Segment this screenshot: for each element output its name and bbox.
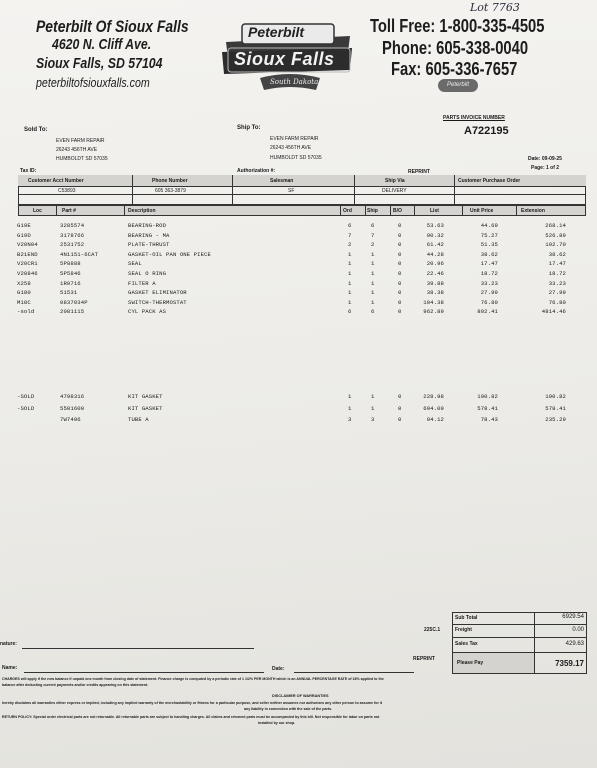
- logo-text-main: Sioux Falls: [234, 49, 335, 69]
- item-loc: -SOLD: [17, 393, 35, 400]
- item-part-number: 3178766: [60, 231, 85, 239]
- items-header-part: Part #: [62, 208, 76, 214]
- item-loc: -sold: [17, 308, 35, 316]
- item-bo: 0: [398, 404, 402, 412]
- item-loc: V20N04: [17, 241, 38, 249]
- items-header-unit-price: Unit Price: [470, 208, 494, 214]
- sold-to-line3: HUMBOLDT SD 57035: [56, 156, 108, 162]
- info-value-ship-via: DELIVERY: [382, 188, 407, 194]
- item-list-price: 61.42: [426, 241, 444, 249]
- info-value-salesman: SF: [288, 188, 295, 194]
- item-ord: 1: [348, 393, 352, 400]
- item-ship: 1: [371, 298, 375, 306]
- item-loc: V20846: [17, 270, 38, 277]
- item-bo: 0: [398, 393, 402, 400]
- item-description: SEAL: [128, 260, 142, 268]
- item-loc: G19D: [17, 231, 31, 239]
- item-list-price: 228.98: [423, 393, 444, 400]
- item-ship: 3: [371, 416, 375, 423]
- info-header-phone: Phone Number: [152, 178, 188, 184]
- info-col-sep: [354, 175, 355, 205]
- items-header-loc: Loc: [33, 208, 42, 214]
- item-part-number: 5P8888: [60, 260, 81, 268]
- item-part-number: 4798316: [60, 393, 85, 400]
- item-list-price: 53.63: [426, 222, 444, 229]
- item-ship: 1: [371, 279, 375, 287]
- item-extension: 235.29: [545, 416, 566, 423]
- disclaimer-text-1: hereby disclaims all warranties either express or implied, including any implied warranty of the merchantability or fitness for a particular purpose, and seller neither assumes nor authorizes any other person to assume for it: [2, 701, 383, 705]
- item-extension: 268.14: [545, 222, 566, 229]
- customer-info-divider-2: [18, 194, 586, 195]
- item-bo: 0: [398, 241, 402, 249]
- dealer-city: Sioux Falls, SD 57104: [36, 55, 163, 72]
- item-loc: G180: [17, 289, 31, 297]
- item-unit-price: 190.82: [477, 393, 498, 400]
- disclaimer-text-2: any liability in connection with the sale of the parts.: [244, 707, 333, 711]
- peterbilt-badge: Peterbilt: [438, 79, 478, 92]
- item-extension: 76.80: [548, 298, 566, 306]
- item-extension: 4814.46: [541, 308, 566, 316]
- return-policy-text-2: installed by our shop.: [258, 721, 296, 725]
- peterbilt-logo: [220, 18, 355, 96]
- item-ord: 1: [348, 250, 352, 258]
- item-list-price: 94.12: [426, 416, 444, 423]
- items-header-sep: [56, 205, 57, 216]
- ship-to-label: Ship To:: [237, 125, 261, 131]
- dealer-website: peterbiltofsiouxfalls.com: [36, 75, 150, 90]
- item-bo: 0: [398, 250, 402, 258]
- item-ord: 6: [348, 308, 352, 316]
- item-unit-price: 33.23: [480, 279, 498, 287]
- item-unit-price: 17.47: [480, 260, 498, 268]
- item-unit-price: 44.69: [480, 222, 498, 229]
- item-ord: 3: [348, 416, 352, 423]
- item-loc: X258: [17, 279, 31, 287]
- handwritten-lot-note: Lot 7763: [470, 1, 520, 14]
- finance-charge-text-2: balance after deducting current payments and/or credits appearing on this statement.: [2, 683, 149, 687]
- items-header-description: Description: [128, 208, 156, 214]
- please-pay-label: Please Pay: [457, 660, 484, 666]
- item-bo: 0: [398, 416, 402, 423]
- ship-to-line1: EVEN FARM REPAIR: [270, 136, 319, 142]
- item-list-price: 38.38: [426, 289, 444, 297]
- ship-to-line2: 26243 456TH AVE: [270, 145, 312, 151]
- fax-number: Fax: 605-336-7657: [391, 59, 518, 79]
- item-ship: 1: [371, 404, 375, 412]
- item-part-number: 1R0716: [60, 279, 81, 287]
- items-header-ord: Ord: [343, 208, 352, 214]
- items-header-sep: [390, 205, 391, 216]
- item-unit-price: 76.80: [480, 298, 498, 306]
- items-header-sep: [340, 205, 341, 216]
- items-header-list: List: [430, 208, 439, 214]
- info-col-sep: [454, 175, 455, 205]
- item-unit-price: 51.35: [480, 241, 498, 249]
- name-label: Name:: [2, 665, 18, 671]
- totals-reprint: REPRINT: [413, 656, 435, 662]
- info-header-ship-via: Ship Via: [385, 178, 405, 184]
- item-ship: 2: [371, 241, 375, 249]
- item-description: KIT GASKET: [128, 404, 163, 412]
- please-pay-value: 7359.17: [555, 659, 584, 668]
- item-part-number: 4N1151-6CAT: [60, 250, 99, 258]
- dealer-address: 4620 N. Cliff Ave.: [52, 36, 152, 53]
- item-list-price: 39.88: [426, 279, 444, 287]
- item-unit-price: 75.27: [480, 231, 498, 239]
- invoice-date: Date: 09-09-25: [528, 156, 562, 162]
- item-ship: 1: [371, 393, 375, 400]
- item-ord: 6: [348, 222, 352, 229]
- item-extension: 578.41: [545, 404, 566, 412]
- item-description: GASKET-OIL PAN ONE PIECE: [128, 250, 211, 258]
- item-extension: 190.82: [545, 393, 566, 400]
- item-description: BEARING - MA: [128, 231, 170, 239]
- info-header-acct: Customer Acct Number: [28, 178, 84, 184]
- authorization-label: Authorization #:: [237, 168, 276, 174]
- item-ship: 1: [371, 270, 375, 277]
- item-ship: 1: [371, 250, 375, 258]
- item-loc: -SOLD: [17, 404, 35, 412]
- item-bo: 0: [398, 260, 402, 268]
- item-loc: V20CR1: [17, 260, 38, 268]
- item-description: CYL PACK AS: [128, 308, 167, 316]
- item-description: BEARING-ROD: [128, 222, 167, 229]
- item-extension: 27.99: [548, 289, 566, 297]
- dealer-name: Peterbilt Of Sioux Falls: [36, 17, 189, 36]
- item-extension: 33.23: [548, 279, 566, 287]
- freight-value: 0.00: [572, 627, 584, 633]
- info-header-po: Customer Purchase Order: [458, 178, 521, 184]
- item-part-number: 0837034P: [60, 298, 88, 306]
- item-part-number: 2081115: [60, 308, 85, 316]
- item-bo: 0: [398, 298, 402, 306]
- item-extension: 526.89: [545, 231, 566, 239]
- item-ord: 1: [348, 279, 352, 287]
- signature-line: [22, 648, 254, 649]
- items-header-ship: Ship: [367, 208, 378, 214]
- invoice-page-number: Page: 1 of 2: [531, 165, 560, 171]
- item-part-number: 3285574: [60, 222, 85, 229]
- name-line: [24, 672, 264, 673]
- item-ship: 7: [371, 231, 375, 239]
- item-ship: 1: [371, 260, 375, 268]
- totals-divider: [452, 637, 587, 638]
- item-unit-price: 27.99: [480, 289, 498, 297]
- sold-to-line2: 26243 456TH AVE: [56, 147, 98, 153]
- subtotal-value: 6929.54: [562, 614, 584, 620]
- item-description: KIT GASKET: [128, 393, 163, 400]
- item-description: GASKET ELIMINATOR: [128, 289, 187, 297]
- info-col-sep: [232, 175, 233, 205]
- items-header-sep: [124, 205, 125, 216]
- toll-free-number: Toll Free: 1-800-335-4505: [370, 16, 545, 36]
- item-list-price: 20.96: [426, 260, 444, 268]
- tax-id-label: Tax ID:: [20, 168, 37, 174]
- date-line: [294, 672, 414, 673]
- totals-code: 225C.1: [424, 627, 441, 633]
- item-bo: 0: [398, 289, 402, 297]
- item-part-number: 2531752: [60, 241, 85, 249]
- item-part-number: 5501600: [60, 404, 85, 412]
- item-bo: 0: [398, 279, 402, 287]
- item-unit-price: 802.41: [477, 308, 498, 316]
- customer-info-divider: [18, 186, 586, 187]
- item-ord: 1: [348, 289, 352, 297]
- item-list-price: 694.09: [423, 404, 444, 412]
- sold-to-line1: EVEN FARM REPAIR: [56, 138, 105, 144]
- item-extension: 38.62: [548, 250, 566, 258]
- totals-col-sep: [534, 612, 535, 674]
- logo-text-top: Peterbilt: [248, 24, 305, 40]
- item-loc: B21END: [17, 250, 38, 258]
- items-header-extension: Extension: [521, 208, 545, 214]
- sales-tax-value: 429.63: [565, 641, 584, 647]
- item-description: FILTER A: [128, 279, 156, 287]
- return-policy-text-1: RETURN POLICY: Special order electrical parts are not returnable. All returnable parts are subject to handling charges. All claims and returned parts must be accompanied by this bill. Not responsible for labor on parts not: [2, 715, 380, 719]
- item-bo: 0: [398, 231, 402, 239]
- item-list-price: 44.28: [426, 250, 444, 258]
- item-part-number: 51531: [60, 289, 78, 297]
- info-value-phone: 605 363-3879: [155, 188, 186, 194]
- item-description: SWITCH-THERMOSTAT: [128, 298, 187, 306]
- reprint-label: REPRINT: [408, 169, 430, 175]
- item-bo: 0: [398, 222, 402, 229]
- items-header-bo: B/O: [393, 208, 402, 214]
- item-ship: 1: [371, 289, 375, 297]
- item-ord: 2: [348, 241, 352, 249]
- item-unit-price: 78.43: [480, 416, 498, 423]
- info-header-salesman: Salesman: [270, 178, 294, 184]
- items-header-sep: [462, 205, 463, 216]
- item-description: SEAL O RING: [128, 270, 167, 277]
- items-header-sep: [365, 205, 366, 216]
- invoice-number-label: PARTS INVOICE NUMBER: [443, 115, 505, 121]
- disclaimer-title: DISCLAIMER OF WARRANTIES: [272, 694, 329, 698]
- item-list-price: 90.32: [426, 231, 444, 239]
- info-col-sep: [132, 175, 133, 205]
- item-loc: G19E: [17, 222, 31, 229]
- date-label: Date:: [272, 666, 285, 672]
- ship-to-line3: HUMBOLDT SD 57035: [270, 155, 322, 161]
- item-unit-price: 18.72: [480, 270, 498, 277]
- sales-tax-label: Sales Tax: [455, 641, 478, 647]
- item-ship: 6: [371, 222, 375, 229]
- item-list-price: 22.46: [426, 270, 444, 277]
- freight-label: Freight: [455, 627, 472, 633]
- items-header-sep: [516, 205, 517, 216]
- item-ord: 1: [348, 298, 352, 306]
- item-ord: 1: [348, 404, 352, 412]
- item-ship: 6: [371, 308, 375, 316]
- item-ord: 7: [348, 231, 352, 239]
- items-table-header: [18, 205, 586, 216]
- item-ord: 1: [348, 260, 352, 268]
- invoice-number: A722195: [464, 125, 509, 137]
- info-value-acct: C53893: [58, 188, 76, 194]
- signature-label: nature:: [0, 641, 17, 647]
- item-bo: 0: [398, 308, 402, 316]
- subtotal-label: Sub Total: [455, 615, 478, 621]
- item-list-price: 962.89: [423, 308, 444, 316]
- item-extension: 17.47: [548, 260, 566, 268]
- item-list-price: 104.38: [423, 298, 444, 306]
- item-description: TUBE A: [128, 416, 149, 423]
- item-unit-price: 38.62: [480, 250, 498, 258]
- totals-divider: [452, 624, 587, 625]
- item-unit-price: 578.41: [477, 404, 498, 412]
- item-loc: M18C: [17, 298, 31, 306]
- item-bo: 0: [398, 270, 402, 277]
- sold-to-label: Sold To:: [24, 127, 48, 133]
- item-description: PLATE-THRUST: [128, 241, 170, 249]
- item-part-number: 7W7496: [60, 416, 81, 423]
- logo-text-script: South Dakota: [270, 78, 319, 86]
- item-ord: 1: [348, 270, 352, 277]
- item-extension: 18.72: [548, 270, 566, 277]
- item-part-number: 5P5846: [60, 270, 81, 277]
- finance-charge-text-1: CHARGES will apply if the new balance if unpaid one month from closing date of statement. Finance charge is computed by a periodic rate of 1 1/2% PER MONTH which is an ANNUAL PERCENTAGE RATE of 18% applied to the: [2, 677, 384, 681]
- phone-number: Phone: 605-338-0040: [382, 38, 529, 58]
- item-extension: 102.70: [545, 241, 566, 249]
- items-header-sep: [414, 205, 415, 216]
